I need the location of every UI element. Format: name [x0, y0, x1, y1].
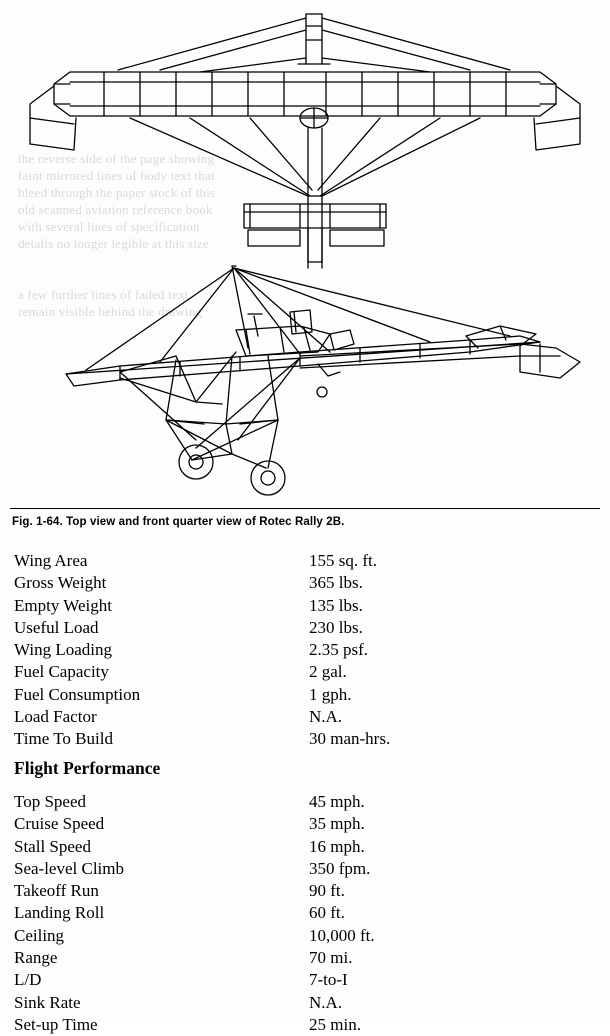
spec-label: Empty Weight — [14, 595, 112, 615]
performance-value: 350 fpm. — [309, 858, 371, 878]
performance-label: Sea-level Climb — [14, 858, 125, 878]
flight-performance-heading: Flight Performance — [14, 758, 161, 778]
spec-row — [14, 617, 594, 639]
performance-value: 16 mph. — [309, 836, 365, 856]
spec-value: 230 lbs. — [309, 617, 363, 637]
spec-row — [14, 661, 594, 683]
performance-row — [14, 858, 594, 880]
performance-value: 45 mph. — [309, 792, 365, 811]
performance-value: 7-to-I — [309, 970, 348, 990]
performance-value: 70 mi. — [309, 948, 353, 968]
performance-row — [14, 791, 594, 813]
spec-value: 1 gph. — [309, 684, 352, 704]
performance-label: Stall Speed — [14, 836, 91, 856]
bleed-through-line: details no longer legible at this size — [18, 236, 209, 251]
spec-label: Gross Weight — [14, 573, 107, 593]
spec-value: 2 gal. — [309, 662, 347, 682]
performance-value: 90 ft. — [309, 881, 345, 901]
spec-value: N.A. — [309, 707, 343, 727]
figure-divider — [10, 508, 600, 509]
performance-value: 35 mph. — [309, 814, 365, 834]
spec-label: Time To Build — [14, 729, 113, 749]
performance-label: Range — [14, 948, 58, 968]
spec-label: Fuel Consumption — [14, 684, 141, 704]
bleed-through-line: old scanned aviation reference book — [18, 202, 213, 217]
spec-value: 365 lbs. — [309, 573, 363, 593]
rotec-rally-2b-illustration — [0, 0, 610, 512]
performance-row — [14, 813, 594, 835]
spec-row — [14, 728, 594, 750]
performance-label: Set-up Time — [14, 1014, 98, 1034]
spec-value: 2.35 psf. — [309, 640, 369, 660]
performance-table — [14, 791, 594, 1036]
performance-value: 60 ft. — [309, 903, 345, 923]
performance-row — [14, 836, 594, 858]
aircraft-figure — [0, 0, 610, 512]
performance-label: Ceiling — [14, 925, 65, 945]
performance-label: Takeoff Run — [14, 881, 99, 901]
spec-label: Wing Area — [14, 551, 88, 570]
spec-row — [14, 572, 594, 594]
performance-label: Top Speed — [14, 792, 86, 811]
spec-value: 135 lbs. — [309, 595, 363, 615]
bleed-through-line: bleed through the paper stock of this — [18, 185, 216, 200]
performance-value: N.A. — [309, 992, 343, 1012]
spec-row — [14, 639, 594, 661]
bleed-through-line: with several lines of specification — [18, 219, 200, 234]
spec-label: Fuel Capacity — [14, 662, 109, 682]
spec-label: Load Factor — [14, 707, 97, 727]
bleed-through-line: a few further lines of faded text — [18, 287, 189, 302]
performance-label: Sink Rate — [14, 992, 81, 1012]
spec-label: Wing Loading — [14, 640, 112, 660]
performance-value: 10,000 ft. — [309, 925, 375, 945]
performance-label: L/D — [14, 970, 42, 990]
spec-label: Useful Load — [14, 617, 99, 637]
performance-row — [14, 992, 594, 1014]
performance-row — [14, 969, 594, 991]
performance-row — [14, 880, 594, 902]
spec-value: 155 sq. ft. — [309, 551, 377, 570]
performance-row — [14, 947, 594, 969]
spec-row — [14, 595, 594, 617]
performance-value: 25 min. — [309, 1014, 361, 1034]
performance-row — [14, 902, 594, 924]
spec-row — [14, 706, 594, 728]
performance-label: Cruise Speed — [14, 814, 105, 834]
figure-caption: Fig. 1-64. Top view and front quarter view of Rotec Rally 2B. — [12, 516, 345, 528]
bleed-through-line: the reverse side of the page showing — [18, 151, 215, 166]
specifications-table — [14, 550, 594, 751]
spec-row — [14, 550, 594, 572]
performance-row — [14, 1014, 594, 1036]
performance-row — [14, 925, 594, 947]
performance-label: Landing Roll — [14, 903, 105, 923]
spec-value: 30 man-hrs. — [309, 729, 391, 749]
bleed-through-line: remain visible behind the drawing — [18, 304, 203, 319]
bleed-through-line: faint mirrored lines of body text that — [18, 168, 215, 183]
spec-row — [14, 684, 594, 706]
